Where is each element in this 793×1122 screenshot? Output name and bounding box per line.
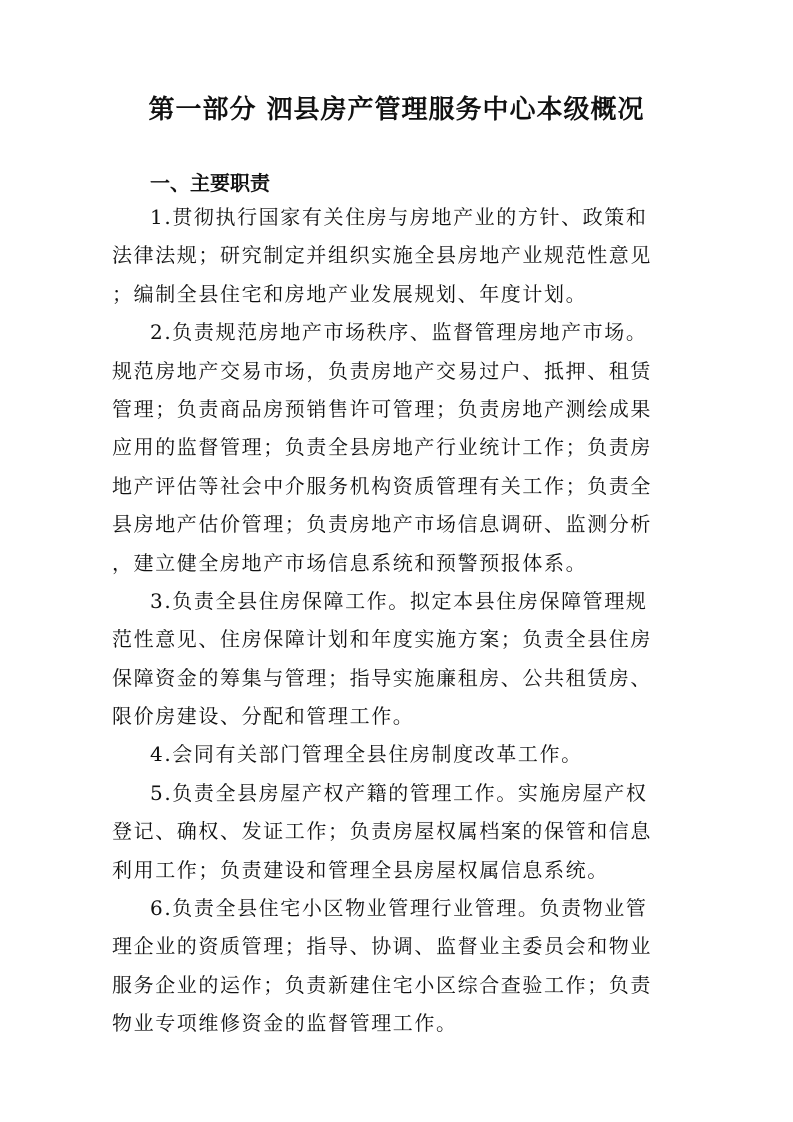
text-line: 范性意见、住房保障计划和年度实施方案；负责全县住房 [112, 627, 652, 652]
text-line: 3.负责全县住房保障工作。拟定本县住房保障管理规 [150, 588, 648, 613]
text-line: 1.贯彻执行国家有关住房与房地产业的方针、政策和 [150, 205, 648, 229]
text-line: ，建立健全房地产市场信息系统和预警预报体系。 [112, 550, 588, 575]
text-line: 应用的监督管理；负责全县房地产行业统计工作；负责房 [112, 435, 652, 460]
text-line: 保障资金的筹集与管理；指导实施廉租房、公共租赁房、 [112, 665, 652, 690]
text-line: 管理；负责商品房预销售许可管理；负责房地产测绘成果 [112, 396, 652, 421]
text-line: 服务企业的运作；负责新建住宅小区综合查验工作；负责 [112, 972, 652, 997]
text-line: 登记、确权、发证工作；负责房屋权属档案的保管和信息 [112, 819, 652, 844]
text-line: 物业专项维修资金的监督管理工作。 [112, 1011, 458, 1036]
text-line: 理企业的资质管理；指导、协调、监督业主委员会和物业 [112, 934, 652, 959]
text-line: 限价房建设、分配和管理工作。 [112, 704, 415, 729]
text-line: 地产评估等社会中介服务机构资质管理有关工作；负责全 [112, 473, 652, 498]
text-line: 县房地产估价管理；负责房地产市场信息调研、监测分析 [112, 512, 652, 537]
text-line: 法律法规；研究制定并组织实施全县房地产业规范性意见 [112, 243, 652, 268]
text-line: 利用工作；负责建设和管理全县房屋权属信息系统。 [112, 857, 609, 882]
duties-body [112, 198, 686, 1043]
text-line: 规范房地产交易市场，负责房地产交易过户、抵押、租赁 [112, 358, 652, 383]
text-line: 5.负责全县房屋产权产籍的管理工作。实施房屋产权 [150, 780, 648, 805]
text-line: 6.负责全县住宅小区物业管理行业管理。负责物业管 [150, 896, 648, 921]
text-line: 2.负责规范房地产市场秩序、监督管理房地产市场。 [150, 320, 648, 345]
page-title: 第一部分 泗县房产管理服务中心本级概况 [148, 95, 645, 125]
section-heading: 一、主要职责 [150, 171, 270, 195]
text-line: ；编制全县住宅和房地产业发展规划、年度计划。 [112, 281, 588, 306]
text-line: 4.会同有关部门管理全县住房制度改革工作。 [150, 742, 583, 767]
